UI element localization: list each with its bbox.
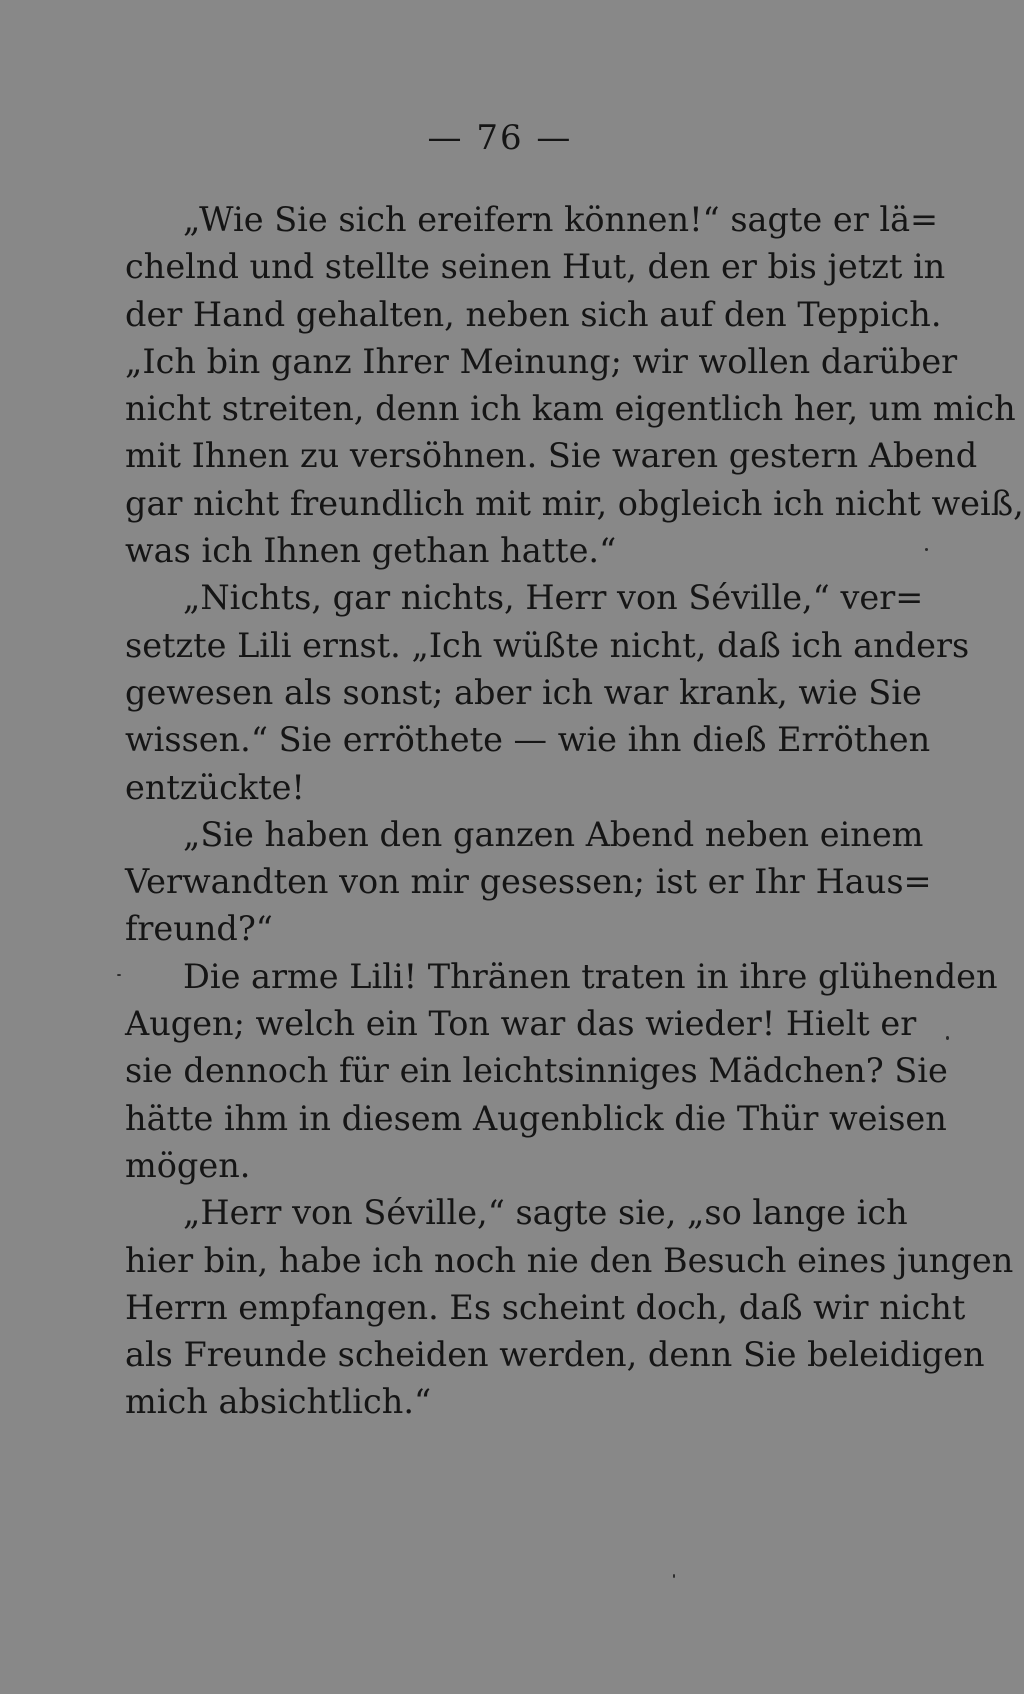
text-line: hätte ihm in diesem Augenblick die Thür weisen	[125, 1098, 947, 1138]
text-line: „Nichts, gar nichts, Herr von Séville,“ ver=	[183, 578, 924, 618]
text-line: Verwandten von mir gesessen; ist er Ihr Haus=	[125, 862, 932, 902]
text-line: nicht streiten, denn ich kam eigentlich her, um mich	[125, 389, 1016, 429]
page-number: — 76 —	[427, 118, 573, 158]
text-line: „Wie Sie sich ereifern können!“ sagte er lä=	[183, 200, 939, 239]
text-line: „Sie haben den ganzen Abend neben einem	[183, 814, 924, 854]
text-line: Die arme Lili! Thränen traten in ihre glühenden	[183, 956, 998, 996]
text-line: freund?“	[125, 909, 273, 949]
text-line: setzte Lili ernst. „Ich wüßte nicht, daß ich anders	[125, 625, 970, 665]
text-line: „Ich bin ganz Ihrer Meinung; wir wollen darüber	[125, 341, 958, 381]
text-line: als Freunde scheiden werden, denn Sie beleidigen	[125, 1335, 985, 1375]
text-line: mögen.	[125, 1145, 251, 1185]
text-line: sie dennoch für ein leichtsinniges Mädchen? Sie	[125, 1051, 948, 1091]
text-line: der Hand gehalten, neben sich auf den Teppich.	[125, 294, 942, 334]
body-text	[125, 196, 1024, 1426]
text-line: „Herr von Séville,“ sagte sie, „so lange ich	[183, 1193, 908, 1233]
text-line: hier bin, habe ich noch nie den Besuch eines jungen	[125, 1240, 1014, 1280]
text-line: mit Ihnen zu versöhnen. Sie waren gestern Abend	[125, 436, 978, 476]
text-line: gar nicht freundlich mit mir, obgleich ich nicht weiß,	[125, 483, 1024, 523]
text-line: mich absichtlich.“	[125, 1382, 432, 1422]
text-line: wissen.“ Sie erröthete — wie ihn dieß Erröthen	[125, 720, 931, 760]
text-line: Augen; welch ein Ton war das wieder! Hielt er	[125, 1004, 917, 1044]
text-line: was ich Ihnen gethan hatte.“	[125, 531, 617, 571]
text-line: chelnd und stellte seinen Hut, den er bis jetzt in	[125, 247, 946, 287]
text-line: Herrn empfangen. Es scheint doch, daß wir nicht	[125, 1287, 966, 1327]
text-line: gewesen als sonst; aber ich war krank, wie Sie	[125, 672, 922, 712]
text-line: entzückte!	[125, 767, 305, 807]
